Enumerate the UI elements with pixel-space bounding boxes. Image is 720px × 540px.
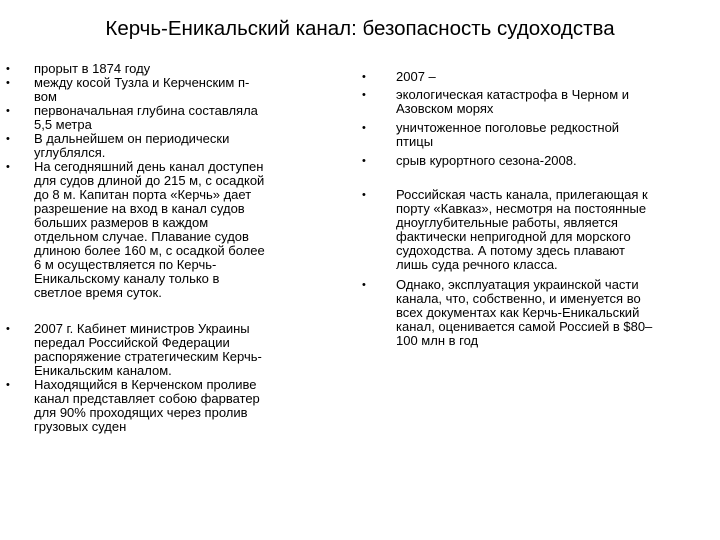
list-item (8, 132, 338, 160)
bullet-icon: • (6, 133, 10, 145)
list-item (8, 160, 338, 300)
list-item (362, 70, 712, 84)
bullet-icon: • (362, 155, 366, 167)
bullet-icon: • (362, 122, 366, 134)
list-item (362, 188, 712, 272)
list-item-text: между косой Тузла и Керченским п- вом (34, 75, 250, 104)
bullet-icon: • (362, 89, 366, 101)
list-item-text: 2007 г. Кабинет министров Украины передал Российской Федерации распоряжение стратегическим Керчь- Еникальским каналом. (34, 321, 262, 378)
list-item-text: экологическая катастрофа в Черном и Азовском морях (396, 87, 630, 116)
list-item-text: Российская часть канала, прилегающая к порту «Кавказ», несмотря на постоянные дноуглубительные работы, является фактически непригодной для морского судоходства. А потому здесь плавают лишь суда речного класса. (396, 187, 648, 272)
list-item-text: прорыт в 1874 году (34, 61, 151, 76)
list-item-text: В дальнейшем он периодически углублялся. (34, 131, 230, 160)
list-item (362, 278, 712, 348)
bullet-icon: • (6, 77, 10, 89)
page-title: Керчь-Еникальский канал: безопасность судоходства (105, 17, 615, 40)
list-item (8, 104, 338, 132)
list-item-text: На сегодняшний день канал доступен для судов длиной до 215 м, с осадкой до 8 м. Капитан порта «Керчь» дает разрешение на вход в канал судов больших размеров в каждом отдельном случае. Плавание судов длиною более 160 м, с осадкой более 6 м осуществляется по Керчь- Еникальскому каналу только в светлое время суток. (34, 159, 265, 300)
list-item-text: Однако, эксплуатация украинской части канала, что, собственно, и именуется во всех документах как Керчь-Еникальский канал, оценивается самой Россией в $80– 100 млн в год (396, 277, 653, 348)
bullet-icon: • (6, 63, 10, 75)
list-item (362, 121, 712, 149)
bullet-icon: • (362, 279, 366, 291)
bullet-icon: • (362, 189, 366, 201)
right-column (362, 70, 712, 348)
list-item (8, 76, 338, 104)
list-item (362, 154, 712, 168)
list-item-text: уничтоженное поголовье редкостной птицы (396, 120, 620, 149)
list-item-text: 2007 – (396, 69, 436, 84)
list-item-text: первоначальная глубина составляла 5,5 метра (34, 103, 258, 132)
list-item (8, 62, 338, 76)
bullet-icon: • (6, 323, 10, 335)
left-column (8, 62, 338, 434)
list-item (362, 88, 712, 116)
bullet-icon: • (6, 161, 10, 173)
list-item-text: срыв курортного сезона-2008. (396, 153, 577, 168)
list-item-text: Находящийся в Керченском проливе канал представляет собою фарватер для 90% проходящих через пролив грузовых суден (34, 377, 260, 434)
bullet-icon: • (362, 71, 366, 83)
list-item (8, 378, 338, 434)
list-item (8, 322, 338, 378)
bullet-icon: • (6, 379, 10, 391)
right-bullet-list (362, 70, 712, 348)
left-bullet-list (8, 62, 338, 434)
bullet-icon: • (6, 105, 10, 117)
